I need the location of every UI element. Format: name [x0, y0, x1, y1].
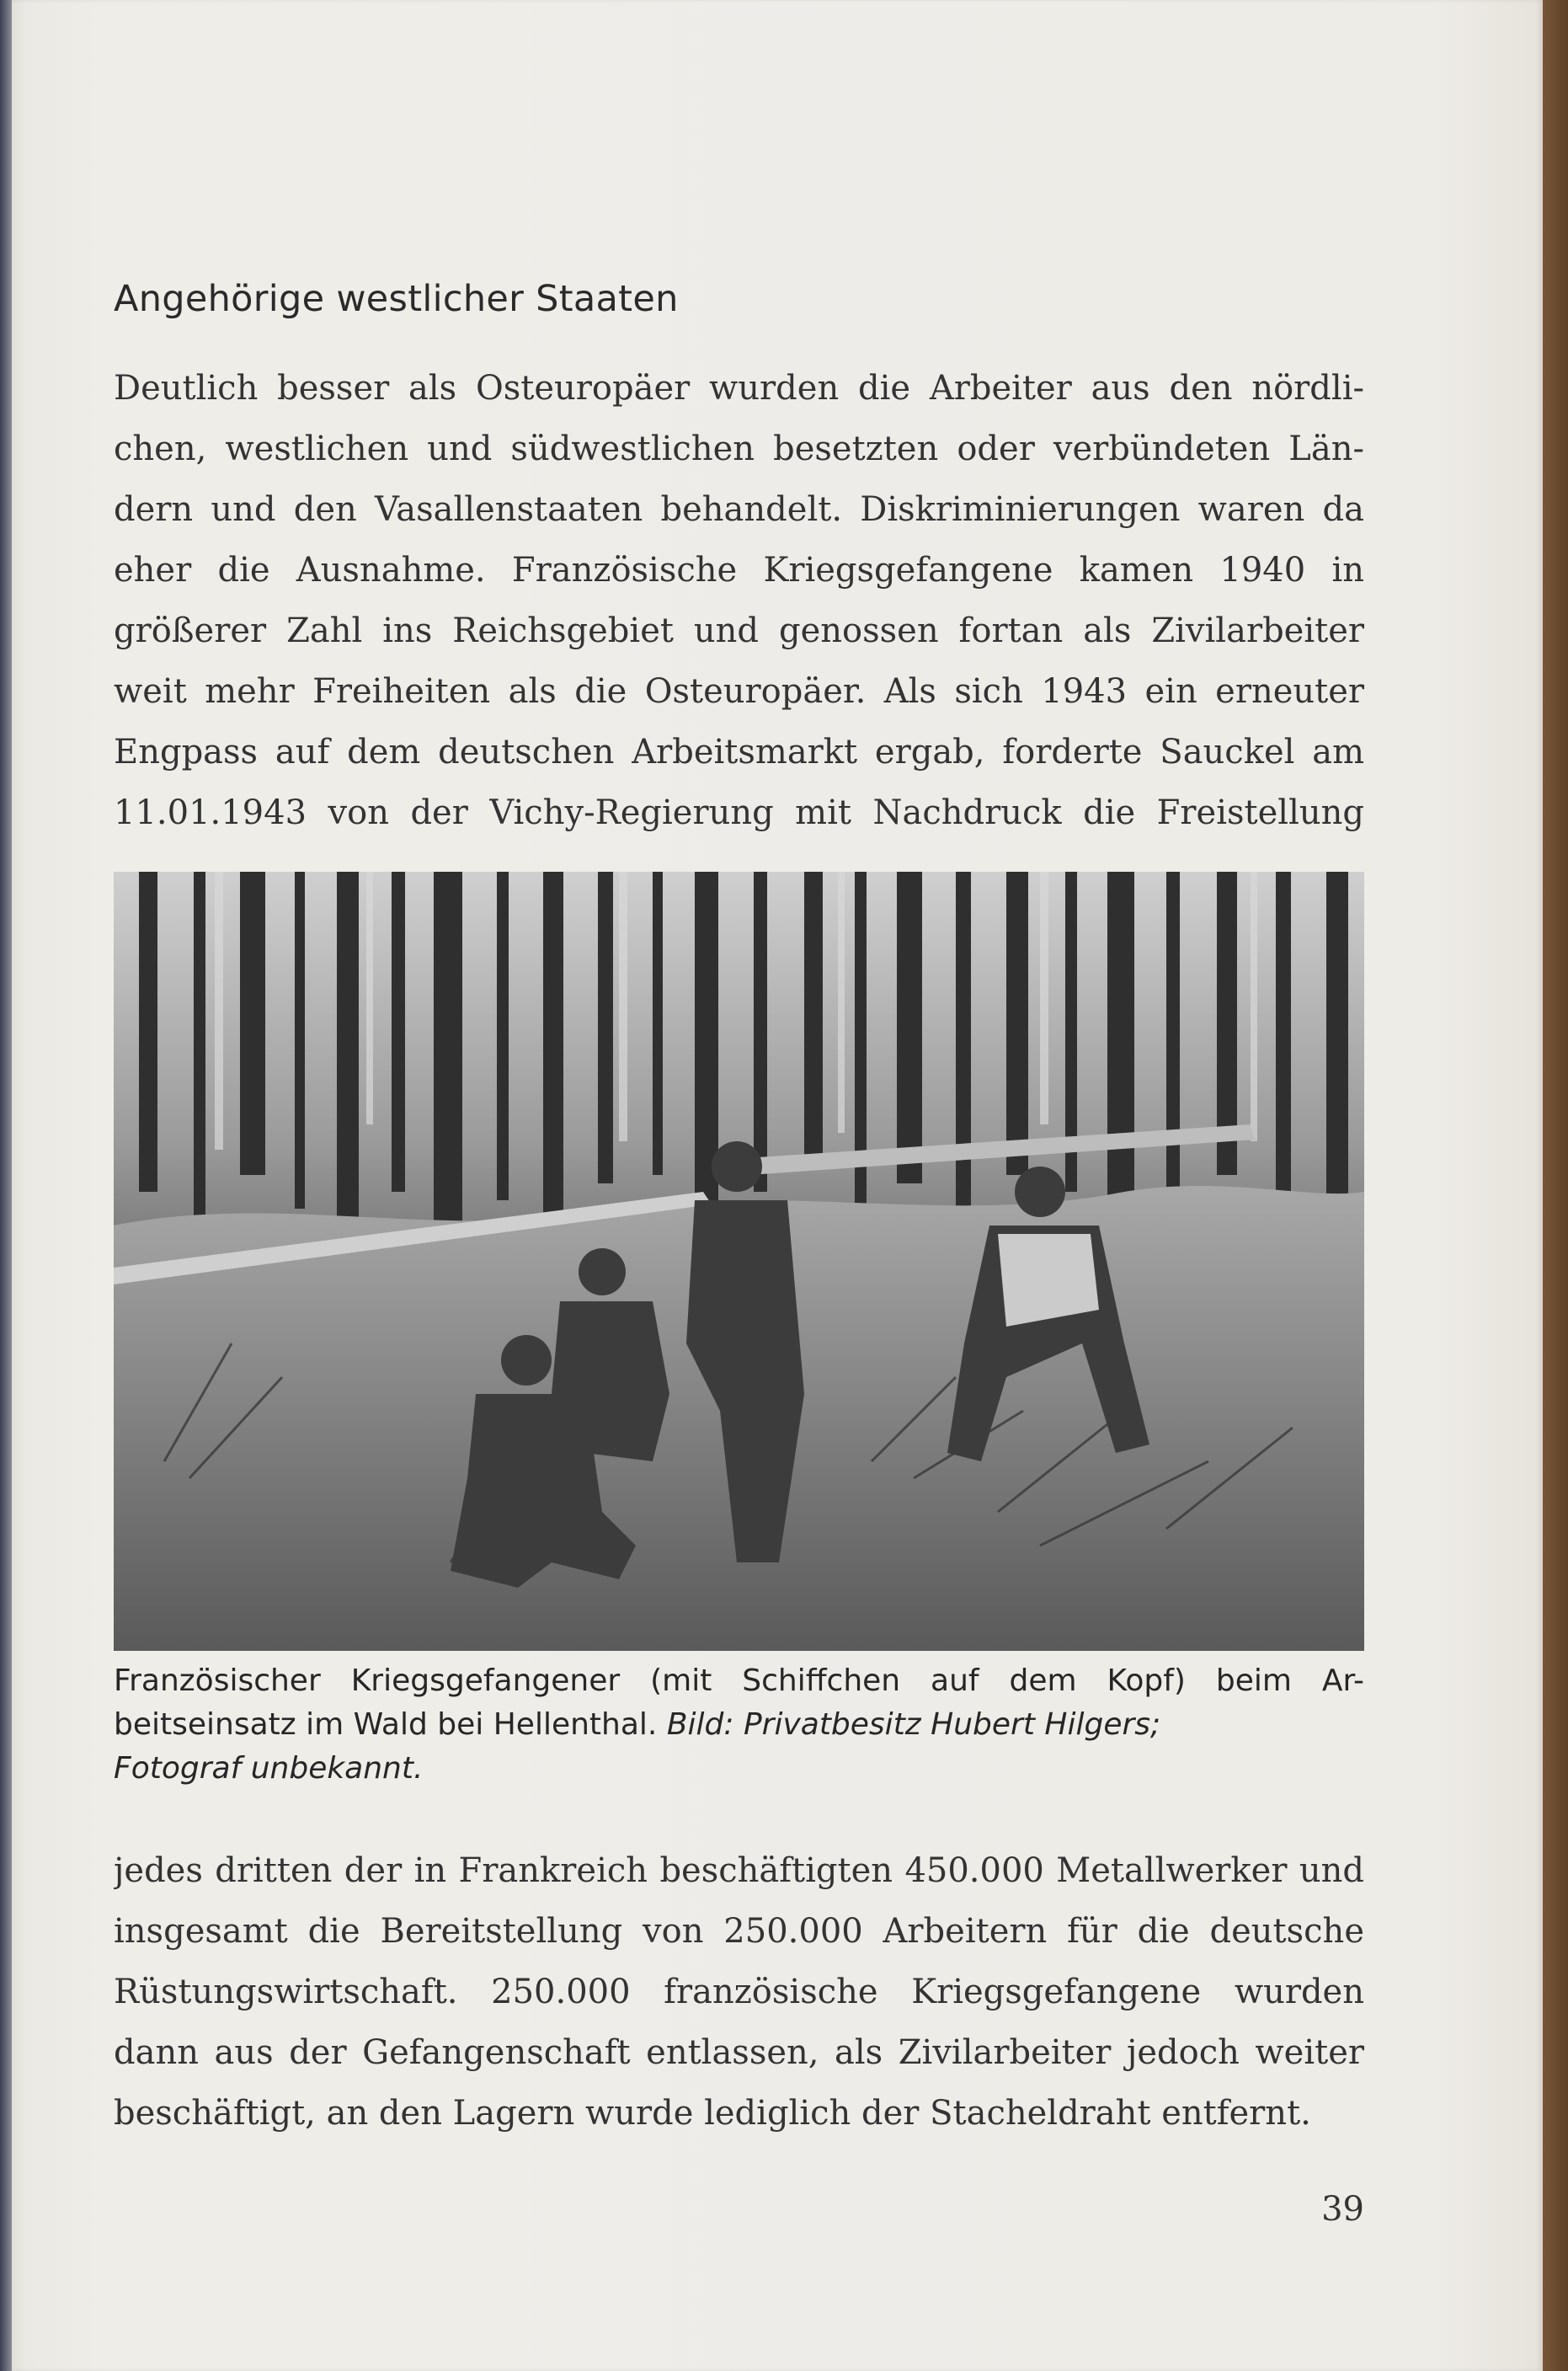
text-line: Deutlich besser als Osteuropäer wurden die Arbeiter aus den nördli- [114, 369, 1364, 408]
caption-credit: Fotograf unbekannt. [114, 1751, 424, 1786]
text-line: 11.01.1943 von der Vichy-Regierung mit Nachdruck die Freistellung [114, 793, 1364, 832]
caption-line [114, 1747, 1364, 1791]
text-line: Rüstungswirtschaft. 250.000 französische Kriegsgefangene wurden [114, 1973, 1364, 2011]
text-line: größerer Zahl ins Reichsgebiet und genossen fortan als Zivilarbeiter [114, 611, 1364, 650]
book-binding-edge [0, 0, 12, 2371]
table-surface [1541, 0, 1568, 2371]
photo-caption [114, 1659, 1364, 1791]
text-line: weit mehr Freiheiten als die Osteuropäer. Als sich 1943 ein erneuter [114, 672, 1364, 711]
paragraph-2 [114, 1840, 1364, 2144]
text-line: dern und den Vasallenstaaten behandelt. Diskriminierungen waren da [114, 490, 1364, 529]
page-number: 39 [1321, 2190, 1364, 2229]
caption-line [114, 1703, 1364, 1747]
caption-line: Französischer Kriegsgefangener (mit Schiffchen auf dem Kopf) beim Ar- [114, 1663, 1364, 1698]
text-line: beschäftigt, an den Lagern wurde lediglich der Stacheldraht entfernt. [114, 2094, 1311, 2133]
text-line: eher die Ausnahme. Französische Kriegsgefangene kamen 1940 in [114, 551, 1364, 590]
paragraph-1 [114, 358, 1364, 843]
text-line: dann aus der Gefangenschaft entlassen, als Zivilarbeiter jedoch weiter [114, 2033, 1364, 2072]
text-line: chen, westlichen und südwestlichen besetzten oder verbündeten Län- [114, 430, 1364, 468]
text-line: Engpass auf dem deutschen Arbeitsmarkt ergab, forderte Sauckel am [114, 733, 1364, 772]
caption-text: beitseinsatz im Wald bei Hellenthal. [114, 1707, 658, 1742]
text-line: jedes dritten der in Frankreich beschäftigten 450.000 Metallwerker und [114, 1851, 1364, 1890]
section-heading: Angehörige westlicher Staaten [114, 278, 679, 320]
text-line: insgesamt die Bereitstellung von 250.000 Arbeitern für die deutsche [114, 1912, 1364, 1951]
caption-credit: Bild: Privatbesitz Hubert Hilgers; [666, 1707, 1161, 1742]
forest-work-photo [114, 872, 1364, 1651]
photo-illustration [114, 872, 1364, 1651]
